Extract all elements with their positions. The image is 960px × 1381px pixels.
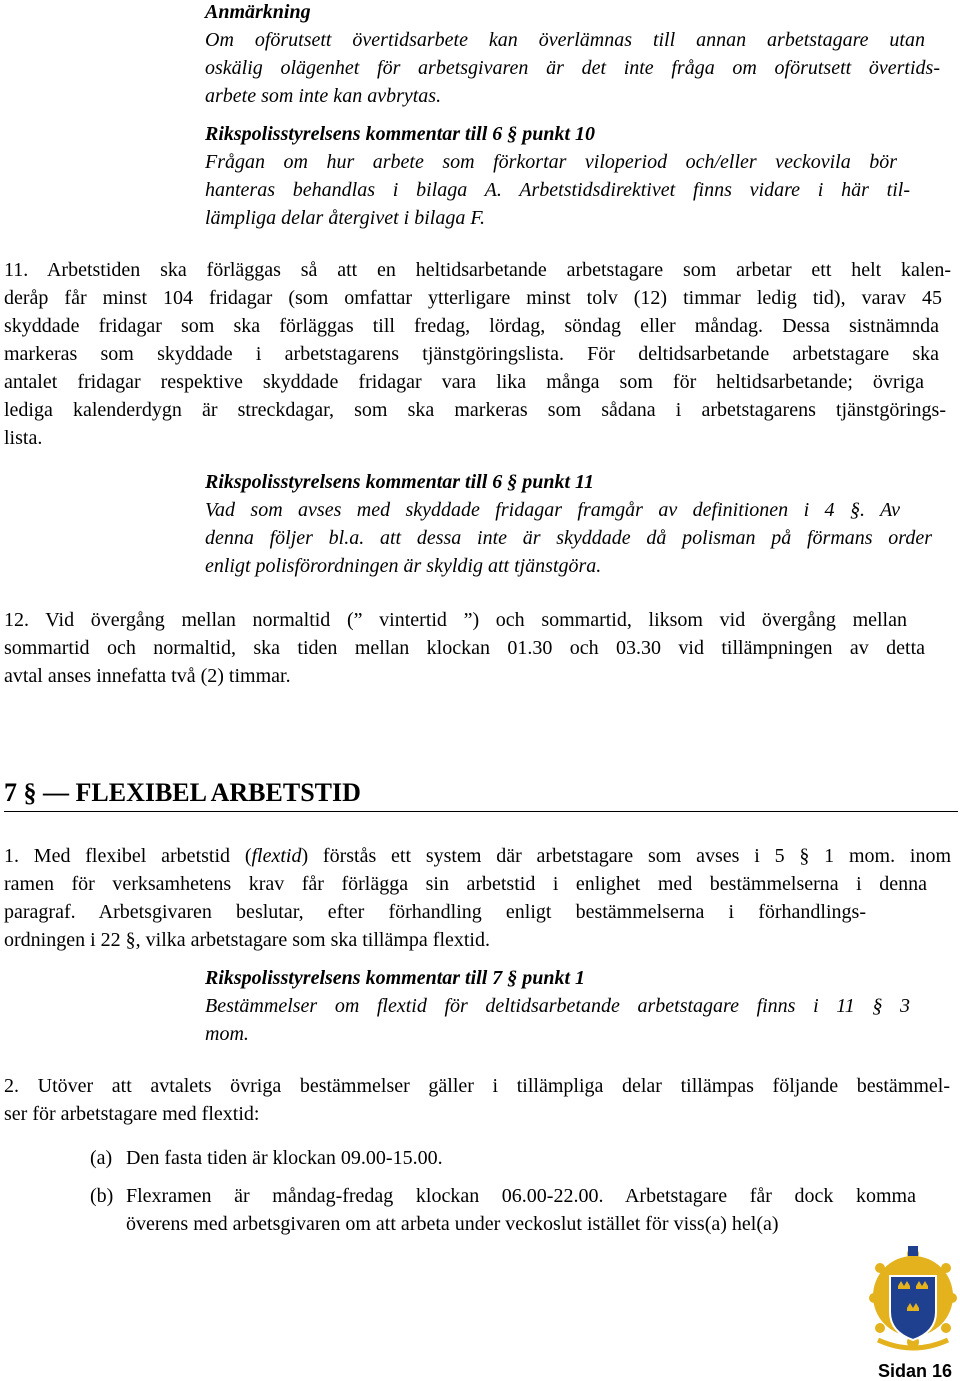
paragraph-line: 12. Vid övergång mellan normaltid (” vintertid ”) och sommartid, liksom vid övergång mellan [4,609,907,631]
comment-line: hanteras behandlas i bilaga A. Arbetstidsdirektivet finns vidare i här til- [205,179,910,201]
list-item: Den fasta tiden är klockan 09.00-15.00. [126,1147,443,1169]
comment-line: mom. [205,1023,249,1045]
comment-line: Bestämmelser om flextid för deltidsarbetande arbetstagare finns i 11 § 3 [205,995,910,1017]
comment-title: Rikspolisstyrelsens kommentar till 7 § punkt 1 [205,967,586,989]
paragraph-line: sommartid och normaltid, ska tiden mellan klockan 01.30 och 03.30 vid tillämpningen av detta [4,637,925,659]
paragraph-line: lista. [4,427,43,449]
paragraph-line: 1. Med flexibel arbetstid (flextid) förstås ett system där arbetstagare som avses i 5 § 1 mom. inom [4,845,951,867]
paragraph-line: 11. Arbetstiden ska förläggas så att en heltidsarbetande arbetstagare som arbetar ett helt kalen- [4,259,951,281]
paragraph-line: 2. Utöver att avtalets övriga bestämmelser gäller i tillämpliga delar tillämpas följande bestämmel- [4,1075,950,1097]
paragraph-line: deråр får minst 104 fridagar (som omfattar ytterligare minst tolv (12) timmar ledig tid), varav 45 [4,287,942,309]
paragraph-line: ordningen i 22 §, vilka arbetstagare som ska tillämpa flextid. [4,929,490,951]
remark-title: Anmärkning [205,1,311,23]
comment-line: Frågan om hur arbete som förkortar viloperiod och/eller veckovila bör [205,151,897,173]
comment-line: denna följer bl.a. att dessa inte är skyddade då polisman på förmans order [205,527,932,549]
list-item: Flexramen är måndag-fredag klockan 06.00-22.00. Arbetstagare får dock komma [126,1185,916,1207]
page-number: Sidan 16 [877,1361,952,1381]
remark-line: oskälig olägenhet för arbetsgivaren är det inte fråga om oförutsett övertids- [205,57,940,79]
list-marker: (a) [90,1147,113,1169]
paragraph-line: ramen för verksamhetens krav får förlägga sin arbetstid i enlighet med bestämmelserna i denna [4,873,927,895]
comment-line: enligt polisförordningen är skyldig att tjänstgöra. [205,555,602,577]
paragraph-line: markeras som skyddade i arbetstagarens tjänstgöringslista. För deltidsarbetande arbetstagare ska [4,343,939,365]
remark-line: Om oförutsett övertidsarbete kan överlämnas till annan arbetstagare utan [205,29,925,51]
comment-line: lämpliga delar återgivet i bilaga F. [205,207,485,229]
list-marker: (b) [90,1185,114,1207]
remark-line: arbete som inte kan avbrytas. [205,85,442,107]
section-heading: 7 § — FLEXIBEL ARBETSTID [4,778,361,807]
police-emblem-icon [868,1244,958,1356]
paragraph-line: antalet fridagar respektive skyddade fridagar vara lika många som för heltidsarbetande; övriga [4,371,924,393]
paragraph-line: skyddade fridagar som ska förläggas till fredag, lördag, söndag eller måndag. Dessa sistnämnda [4,315,939,337]
comment-line: Vad som avses med skyddade fridagar framgår av definitionen i 4 §. Av [205,499,900,521]
paragraph-line: ser för arbetstagare med flextid: [4,1103,260,1125]
paragraph-line: avtal anses innefatta två (2) timmar. [4,665,291,687]
heading-rule [4,811,958,812]
comment-title: Rikspolisstyrelsens kommentar till 6 § punkt 10 [205,123,596,145]
list-item: överens med arbetsgivaren om att arbeta under veckoslut istället för viss(a) hel(a) [126,1213,779,1235]
paragraph-line: lediga kalenderdygn är streckdagar, som ska markeras som sådana i arbetstagarens tjänstgörings- [4,399,946,421]
paragraph-line: paragraf. Arbetsgivaren beslutar, efter förhandling enligt bestämmelserna i förhandlings- [4,901,866,923]
comment-title: Rikspolisstyrelsens kommentar till 6 § punkt 11 [205,471,594,493]
